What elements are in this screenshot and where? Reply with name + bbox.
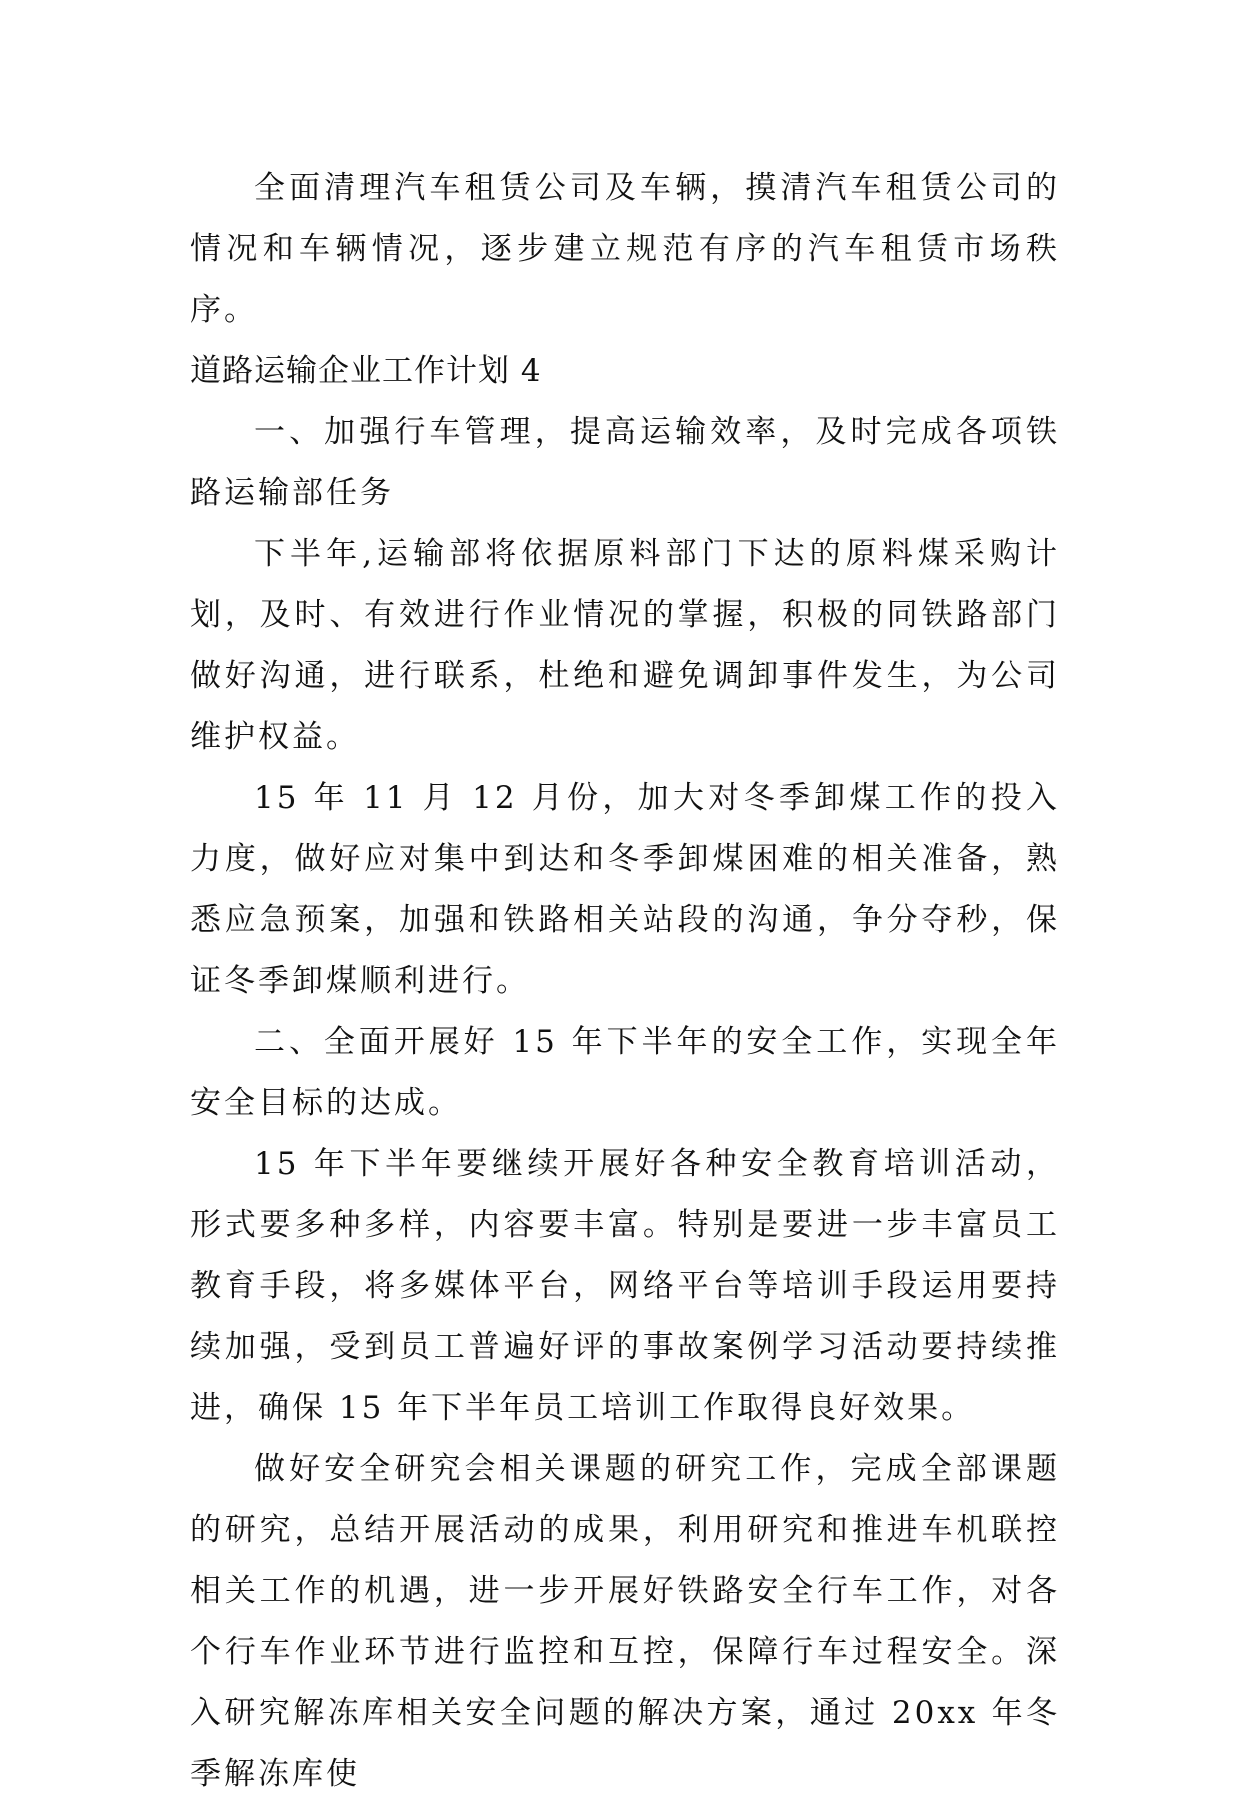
paragraph-item-two-title: 二、全面开展好 15 年下半年的安全工作，实现全年安全目标的达成。 (190, 1024, 1060, 1121)
paragraph-winter-unloading: 15 年 11 月 12 月份，加大对冬季卸煤工作的投入力度，做好应对集中到达和冬季卸煤困难的相关准备，熟悉应急预案，加强和铁路相关站段的沟通，争分夺秒，保证冬季卸煤顺利进行。 (190, 780, 1060, 999)
document-body (190, 158, 1060, 1805)
paragraph-safety-training: 15 年下半年要继续开展好各种安全教育培训活动，形式要多种多样，内容要丰富。特别是要进一步丰富员工教育手段，将多媒体平台，网络平台等培训手段运用要持续加强，受到员工普遍好评的事故案例学习活动要持续推进，确保 15 年下半年员工培训工作取得良好效果。 (190, 1146, 1060, 1426)
paragraph-rental-cleanup: 全面清理汽车租赁公司及车辆，摸清汽车租赁公司的情况和车辆情况，逐步建立规范有序的汽车租赁市场秩序。 (190, 170, 1060, 328)
paragraph-safety-research: 做好安全研究会相关课题的研究工作，完成全部课题的研究，总结开展活动的成果，利用研究和推进车机联控相关工作的机遇，进一步开展好铁路安全行车工作，对各个行车作业环节进行监控和互控，保障行车过程安全。深入研究解冻库相关安全问题的解决方案，通过 20xx 年冬季解冻库使 (190, 1451, 1060, 1792)
paragraph-second-half-plan: 下半年,运输部将依据原料部门下达的原料煤采购计划，及时、有效进行作业情况的掌握，积极的同铁路部门做好沟通，进行联系，杜绝和避免调卸事件发生，为公司维护权益。 (190, 536, 1060, 755)
section-heading-plan-4: 道路运输企业工作计划 4 (190, 353, 542, 389)
paragraph-item-one-title: 一、加强行车管理，提高运输效率，及时完成各项铁路运输部任务 (190, 414, 1060, 511)
